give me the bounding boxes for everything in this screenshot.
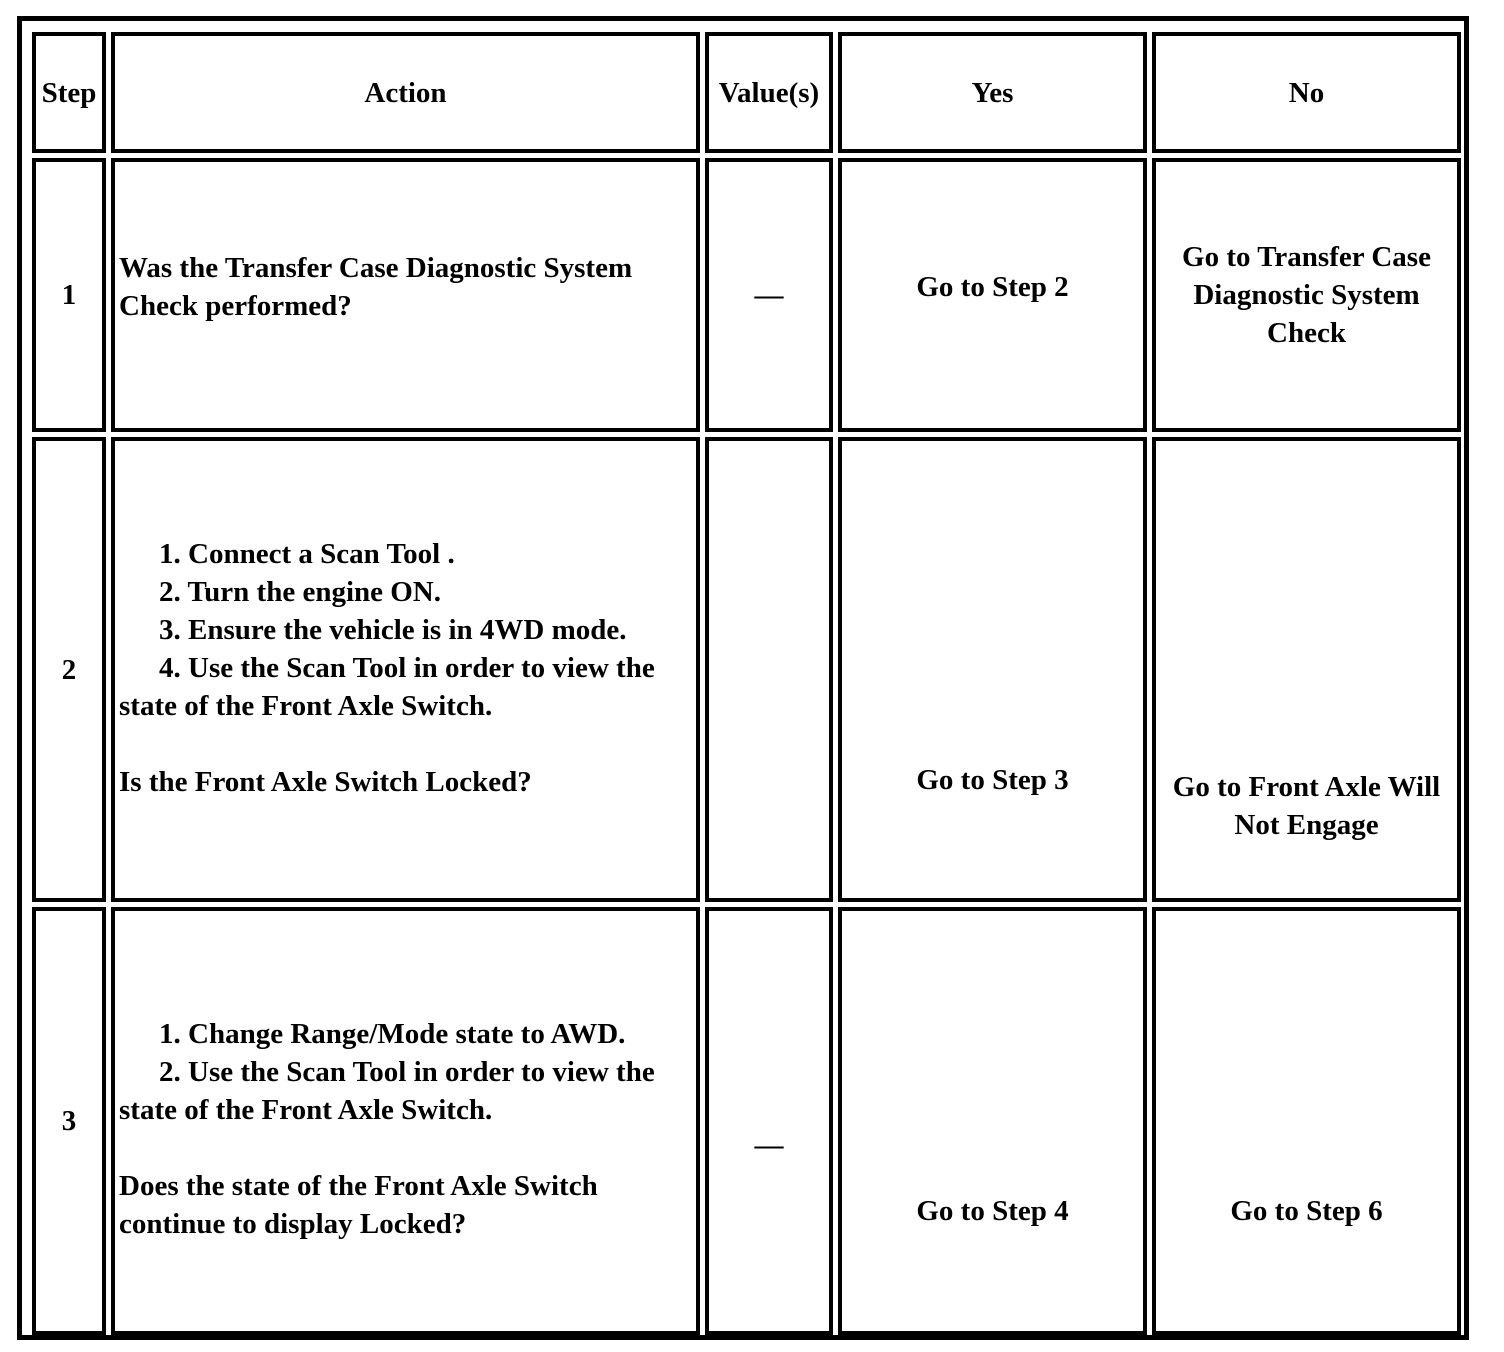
yes-link[interactable]: Go to Step 3 xyxy=(916,763,1069,796)
table-row xyxy=(32,907,1461,1335)
no-cell xyxy=(1152,437,1461,902)
step-number: 3 xyxy=(32,907,106,1335)
yes-cell xyxy=(838,158,1147,432)
table-row xyxy=(32,437,1461,902)
action-cell xyxy=(111,437,700,902)
yes-cell xyxy=(838,907,1147,1335)
action-cell xyxy=(111,907,700,1335)
header-values: Value(s) xyxy=(705,32,833,153)
value-dash: — xyxy=(754,279,784,311)
action-step: 4. Use the Scan Tool in order to view the state of the Front Axle Switch. xyxy=(119,651,655,722)
action-step: 1. Change Range/Mode state to AWD. xyxy=(159,1018,626,1050)
header-action: Action xyxy=(111,32,700,153)
value-cell xyxy=(705,158,833,432)
spacer xyxy=(119,725,692,763)
step-number: 1 xyxy=(32,158,106,432)
action-step: 2. Use the Scan Tool in order to view the state of the Front Axle Switch. xyxy=(119,1056,655,1126)
no-link[interactable]: Go to Step 6 xyxy=(1230,1195,1383,1227)
no-link[interactable]: Go to Transfer Case Diagnostic System Check xyxy=(1182,241,1431,349)
header-step: Step xyxy=(32,32,106,153)
step-number: 2 xyxy=(32,437,106,902)
action-step: 2. Turn the engine ON. xyxy=(159,575,441,608)
action-question: Does the state of the Front Axle Switch continue to display Locked? xyxy=(119,1170,598,1240)
action-cell xyxy=(111,158,700,432)
yes-link[interactable]: Go to Step 2 xyxy=(916,271,1069,303)
yes-link[interactable]: Go to Step 4 xyxy=(916,1195,1069,1227)
action-question: Is the Front Axle Switch Locked? xyxy=(119,765,532,798)
table-row xyxy=(32,158,1461,432)
action-text: Was the Transfer Case Diagnostic System Check performed? xyxy=(119,252,633,322)
header-yes: Yes xyxy=(838,32,1147,153)
table-header-row xyxy=(32,32,1461,153)
diagnostic-table-frame xyxy=(17,16,1469,1340)
yes-cell xyxy=(838,437,1147,902)
diagnostic-table xyxy=(27,27,1466,1340)
value-cell xyxy=(705,907,833,1335)
no-cell xyxy=(1152,907,1461,1335)
header-no: No xyxy=(1152,32,1461,153)
spacer xyxy=(119,1129,692,1167)
action-step: 3. Ensure the vehicle is in 4WD mode. xyxy=(159,613,627,646)
action-step: 1. Connect a Scan Tool . xyxy=(159,537,455,570)
value-cell xyxy=(705,437,833,902)
no-cell xyxy=(1152,158,1461,432)
value-dash: — xyxy=(754,1129,784,1161)
no-link[interactable]: Go to Front Axle Will Not Engage xyxy=(1172,770,1441,841)
